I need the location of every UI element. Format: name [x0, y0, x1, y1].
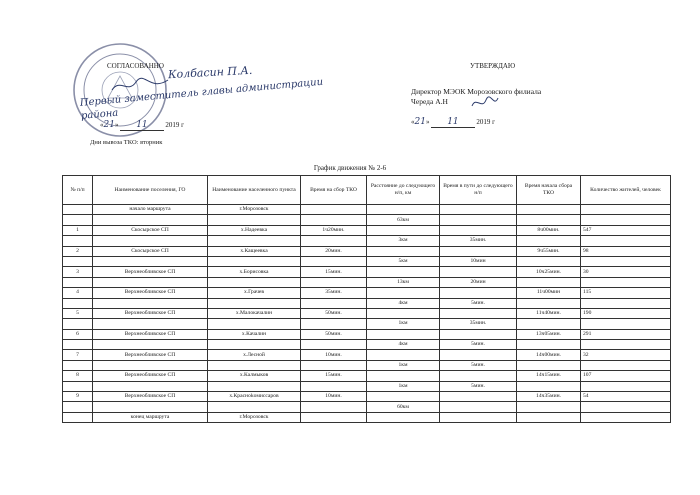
table-cell-sbor — [301, 298, 367, 308]
table-cell-dist — [367, 288, 440, 298]
column-header: Наименование поселения, ГО — [93, 176, 208, 205]
table-cell-sbor — [301, 340, 367, 350]
table-row — [63, 371, 671, 381]
table-cell-go — [93, 340, 208, 350]
table-cell-put: 10мин — [440, 256, 517, 266]
table-cell-np: г.Морозовск — [208, 205, 301, 215]
table-cell-ppl — [581, 236, 671, 246]
approval-right-label: УТВЕРЖДАЮ — [470, 62, 516, 70]
table-cell-n — [63, 298, 93, 308]
table-cell-sbor — [301, 381, 367, 391]
column-header: Время на сбор ТКО — [301, 176, 367, 205]
table-cell-np: х.Лесной — [208, 350, 301, 360]
table-cell-dist — [367, 225, 440, 235]
right-date-month: 11 — [431, 117, 474, 128]
table-cell-np: х.Надеевка — [208, 225, 301, 235]
column-header: Расстояние до следующего н/п, км — [367, 176, 440, 205]
table-cell-n — [63, 340, 93, 350]
table-cell-ppl — [581, 277, 671, 287]
table-cell-dist — [367, 267, 440, 277]
table-cell-go — [93, 256, 208, 266]
table-cell-start — [517, 360, 581, 370]
table-cell-sbor — [301, 205, 367, 215]
table-row — [63, 225, 671, 235]
table-cell-start: 10ч25мин. — [517, 267, 581, 277]
table-cell-put: 5мин. — [440, 360, 517, 370]
table-cell-dist: 5км — [367, 256, 440, 266]
table-cell-sbor: 20мин. — [301, 246, 367, 256]
right-date-day: 21 — [414, 117, 426, 127]
table-cell-go: Скосырское СП — [93, 225, 208, 235]
table-cell-put — [440, 225, 517, 235]
table-cell-sbor: 15мин. — [301, 371, 367, 381]
table-cell-put — [440, 329, 517, 339]
table-cell-np — [208, 298, 301, 308]
table-cell-start — [517, 215, 581, 225]
table-cell-go — [93, 381, 208, 391]
table-row — [63, 319, 671, 329]
table-cell-sbor — [301, 277, 367, 287]
table-cell-start — [517, 381, 581, 391]
table-cell-n: 9 — [63, 392, 93, 402]
table-cell-dist: 1км — [367, 360, 440, 370]
director-signature — [470, 96, 500, 110]
table-row — [63, 267, 671, 277]
table-cell-dist — [367, 308, 440, 318]
table-cell-n: 5 — [63, 308, 93, 318]
table-cell-sbor — [301, 360, 367, 370]
table-cell-start: 9ч55мин. — [517, 246, 581, 256]
schedule-body — [63, 205, 671, 423]
column-header: Количество жителей, человек — [581, 176, 671, 205]
table-cell-np — [208, 256, 301, 266]
table-cell-sbor — [301, 412, 367, 422]
table-cell-sbor — [301, 236, 367, 246]
table-cell-put — [440, 392, 517, 402]
table-cell-ppl: 54 — [581, 392, 671, 402]
table-cell-n: 1 — [63, 225, 93, 235]
table-cell-n: 7 — [63, 350, 93, 360]
table-cell-start: 14ч35мин. — [517, 392, 581, 402]
table-cell-sbor — [301, 215, 367, 225]
table-cell-go: Верхнеобливское СП — [93, 392, 208, 402]
table-cell-np — [208, 360, 301, 370]
table-cell-go — [93, 298, 208, 308]
table-cell-n: 2 — [63, 246, 93, 256]
approval-left-date: «21» 11 2019 г — [100, 120, 185, 130]
table-cell-np: х.Борисовка — [208, 267, 301, 277]
table-cell-put: 5мин. — [440, 340, 517, 350]
table-cell-start: 14ч15мин. — [517, 371, 581, 381]
table-cell-put — [440, 412, 517, 422]
table-cell-ppl: 30 — [581, 267, 671, 277]
table-cell-sbor — [301, 256, 367, 266]
table-cell-go: Верхнеобливское СП — [93, 267, 208, 277]
table-cell-ppl — [581, 402, 671, 412]
table-row — [63, 256, 671, 266]
table-cell-go — [93, 215, 208, 225]
table-cell-put — [440, 308, 517, 318]
table-cell-put — [440, 402, 517, 412]
table-cell-put: 35мин. — [440, 236, 517, 246]
table-cell-start — [517, 205, 581, 215]
table-cell-go: Скосырское СП — [93, 246, 208, 256]
table-cell-ppl: 98 — [581, 246, 671, 256]
table-cell-go: конец маршрута — [93, 412, 208, 422]
approval-right-date: «21» 11 2019 г — [411, 117, 496, 127]
table-cell-put: 20мин — [440, 277, 517, 287]
table-cell-dist: 63км — [367, 215, 440, 225]
table-cell-go: начало маршрута — [93, 205, 208, 215]
table-cell-dist: 4км — [367, 298, 440, 308]
table-cell-ppl — [581, 360, 671, 370]
table-cell-go — [93, 319, 208, 329]
table-cell-np: х.Качалин — [208, 329, 301, 339]
table-row — [63, 360, 671, 370]
table-row — [63, 277, 671, 287]
table-cell-n — [63, 360, 93, 370]
table-header-row — [63, 176, 671, 205]
table-cell-np — [208, 402, 301, 412]
table-cell-dist — [367, 371, 440, 381]
table-cell-go: Верхнеобливское СП — [93, 371, 208, 381]
pickup-day-note: Дни вывоза ТКО: вторник — [90, 139, 163, 146]
table-cell-dist: 4км — [367, 340, 440, 350]
schedule-table — [62, 175, 671, 423]
table-cell-ppl: 547 — [581, 225, 671, 235]
table-cell-dist — [367, 392, 440, 402]
table-row — [63, 381, 671, 391]
table-cell-sbor: 50мин. — [301, 308, 367, 318]
table-cell-dist: 60км — [367, 402, 440, 412]
table-cell-n: 4 — [63, 288, 93, 298]
table-row — [63, 205, 671, 215]
signature-name-handwritten: Колбасин П.А. — [167, 63, 253, 82]
table-cell-start — [517, 298, 581, 308]
table-cell-np: х.Красноkомиссаров — [208, 392, 301, 402]
director-name: Череда А.Н — [411, 97, 448, 106]
table-cell-go — [93, 360, 208, 370]
table-cell-go: Верхнеобливское СП — [93, 350, 208, 360]
table-cell-n — [63, 412, 93, 422]
table-cell-np: х.Калмыков — [208, 371, 301, 381]
table-cell-start: 11ч00мин — [517, 288, 581, 298]
table-cell-ppl: 107 — [581, 371, 671, 381]
table-cell-np — [208, 236, 301, 246]
table-cell-go — [93, 402, 208, 412]
table-cell-dist: 13км — [367, 277, 440, 287]
table-cell-start: 14ч00мин. — [517, 350, 581, 360]
table-cell-n — [63, 256, 93, 266]
table-cell-put — [440, 267, 517, 277]
table-cell-dist — [367, 246, 440, 256]
table-row — [63, 288, 671, 298]
table-cell-ppl — [581, 215, 671, 225]
table-cell-start — [517, 256, 581, 266]
table-cell-put — [440, 350, 517, 360]
table-cell-put: 35мин. — [440, 319, 517, 329]
table-cell-ppl — [581, 298, 671, 308]
table-cell-sbor: 10мин. — [301, 350, 367, 360]
table-cell-start: 11ч40мин. — [517, 308, 581, 318]
table-cell-dist — [367, 350, 440, 360]
table-cell-start: 13ч05мин. — [517, 329, 581, 339]
table-row — [63, 340, 671, 350]
table-cell-n — [63, 319, 93, 329]
table-cell-go: Верхнеобливское СП — [93, 329, 208, 339]
table-cell-n — [63, 381, 93, 391]
table-row — [63, 236, 671, 246]
table-cell-n — [63, 402, 93, 412]
table-cell-sbor — [301, 319, 367, 329]
table-cell-n: 6 — [63, 329, 93, 339]
table-cell-put — [440, 288, 517, 298]
table-cell-sbor: 35мин. — [301, 288, 367, 298]
table-cell-np: х.Грачев — [208, 288, 301, 298]
table-cell-ppl — [581, 412, 671, 422]
table-cell-n: 3 — [63, 267, 93, 277]
table-row — [63, 392, 671, 402]
table-cell-dist: 3км — [367, 236, 440, 246]
table-cell-start — [517, 402, 581, 412]
table-row — [63, 246, 671, 256]
table-row — [63, 298, 671, 308]
table-cell-np — [208, 319, 301, 329]
table-cell-np: г.Морозовск — [208, 412, 301, 422]
table-cell-start — [517, 412, 581, 422]
handwritten-position: Первый заместитель главы администрации района — [79, 76, 324, 122]
table-cell-ppl — [581, 205, 671, 215]
table-cell-np — [208, 215, 301, 225]
table-cell-sbor: 1ч20мин. — [301, 225, 367, 235]
table-cell-go: Верхнеобливское СП — [93, 288, 208, 298]
table-row — [63, 308, 671, 318]
table-cell-np: х.Малокачалин — [208, 308, 301, 318]
column-header: № п/п — [63, 176, 93, 205]
table-cell-start — [517, 340, 581, 350]
table-cell-n — [63, 205, 93, 215]
table-cell-ppl — [581, 319, 671, 329]
table-cell-dist — [367, 205, 440, 215]
table-cell-n — [63, 215, 93, 225]
table-cell-put — [440, 205, 517, 215]
table-cell-ppl: 291 — [581, 329, 671, 339]
table-cell-dist: 1км — [367, 381, 440, 391]
table-cell-sbor: 50мин. — [301, 329, 367, 339]
table-cell-start — [517, 319, 581, 329]
table-cell-np — [208, 381, 301, 391]
table-cell-ppl: 190 — [581, 308, 671, 318]
table-cell-ppl: 32 — [581, 350, 671, 360]
table-cell-start — [517, 236, 581, 246]
table-row — [63, 350, 671, 360]
table-cell-go — [93, 236, 208, 246]
table-cell-n — [63, 277, 93, 287]
date-day: 21 — [103, 120, 115, 130]
table-cell-dist — [367, 329, 440, 339]
director-title: Директор МЭОК Морозовского филиала — [411, 87, 542, 96]
table-row — [63, 215, 671, 225]
table-cell-ppl — [581, 340, 671, 350]
table-cell-dist — [367, 412, 440, 422]
table-cell-start: 8ч00мин. — [517, 225, 581, 235]
table-cell-np: х.Кащеевка — [208, 246, 301, 256]
table-cell-start — [517, 277, 581, 287]
date-year: 2019 г — [165, 121, 185, 129]
table-row — [63, 402, 671, 412]
table-cell-np — [208, 340, 301, 350]
right-date-year: 2019 г — [476, 118, 496, 126]
column-header: Время в пути до следующего н/п — [440, 176, 517, 205]
table-row — [63, 412, 671, 422]
table-cell-sbor: 10мин. — [301, 392, 367, 402]
table-cell-dist: 1км — [367, 319, 440, 329]
table-cell-np — [208, 277, 301, 287]
column-header: Наименование населенного пункта — [208, 176, 301, 205]
table-cell-put: 5мин. — [440, 381, 517, 391]
table-cell-sbor: 15мин. — [301, 267, 367, 277]
table-cell-ppl: 115 — [581, 288, 671, 298]
table-cell-ppl — [581, 381, 671, 391]
approval-left-label: СОГЛАСОВАННО — [107, 62, 164, 70]
table-cell-put: 5мин. — [440, 298, 517, 308]
table-cell-n — [63, 236, 93, 246]
schedule-title: График движения № 2-6 — [313, 164, 387, 172]
table-cell-put — [440, 215, 517, 225]
table-cell-ppl — [581, 256, 671, 266]
table-cell-sbor — [301, 402, 367, 412]
table-cell-put — [440, 371, 517, 381]
column-header: Время начала сбора ТКО — [517, 176, 581, 205]
table-row — [63, 329, 671, 339]
date-month: 11 — [120, 120, 163, 131]
table-cell-go: Верхнеобливское СП — [93, 308, 208, 318]
table-cell-n: 8 — [63, 371, 93, 381]
table-cell-go — [93, 277, 208, 287]
table-cell-put — [440, 246, 517, 256]
